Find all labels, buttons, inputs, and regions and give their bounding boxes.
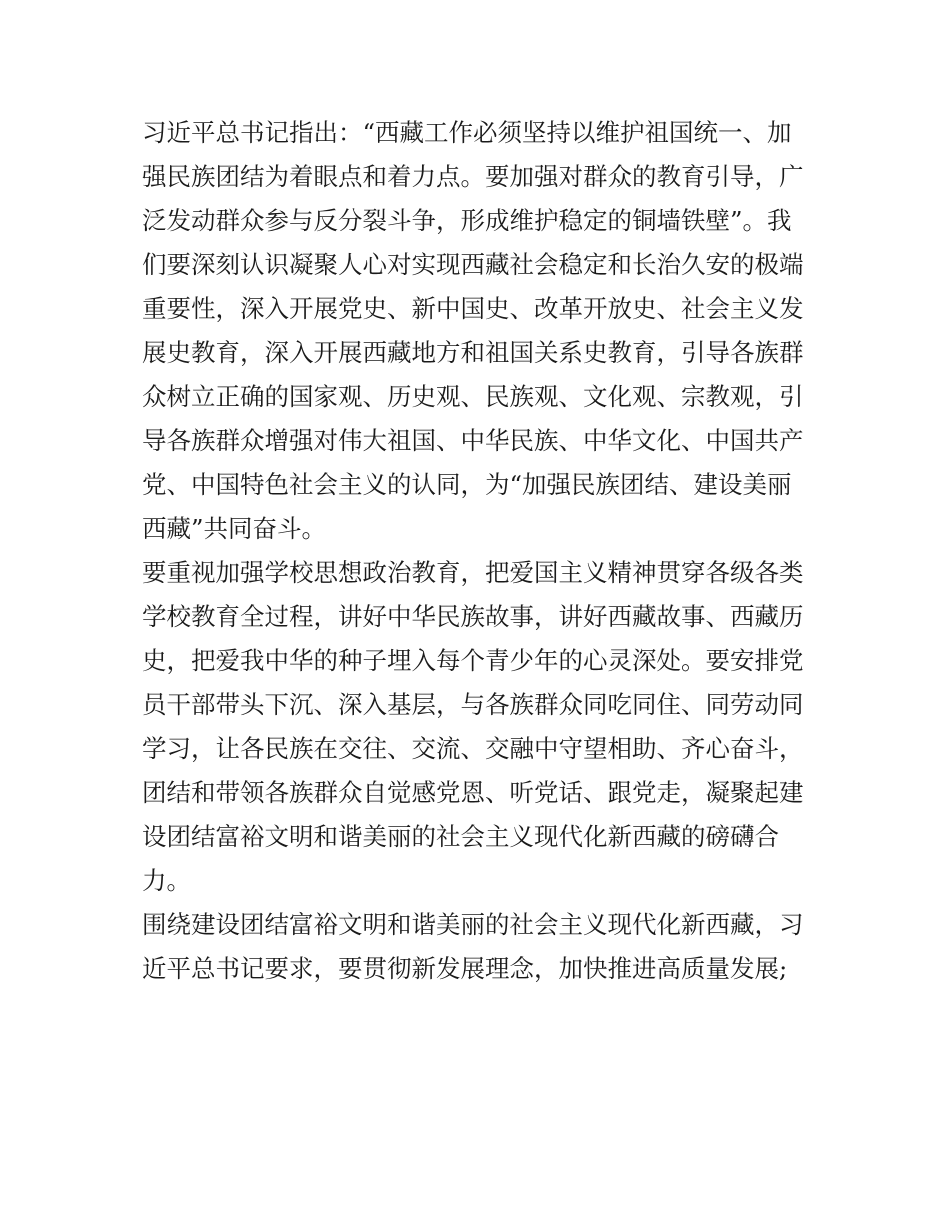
paragraph-3 bbox=[142, 903, 822, 991]
document-body bbox=[142, 111, 822, 991]
text-line: 重要性，深入开展党史、新中国史、改革开放史、社会主义发 bbox=[142, 294, 804, 323]
text-line: 学校教育全过程，讲好中华民族故事，讲好西藏故事、西藏历 bbox=[142, 602, 804, 631]
text-line: 力。 bbox=[142, 866, 191, 895]
paragraph-1 bbox=[142, 111, 822, 551]
text-line: 学习，让各民族在交往、交流、交融中守望相助、齐心奋斗， bbox=[142, 734, 804, 763]
paragraph-2 bbox=[142, 551, 822, 903]
text-line: 强民族团结为着眼点和着力点。要加强对群众的教育引导，广 bbox=[142, 162, 804, 191]
text-line: 近平总书记要求，要贯彻新发展理念，加快推进高质量发展; bbox=[142, 954, 788, 983]
text-line: 泛发动群众参与反分裂斗争，形成维护稳定的铜墙铁壁”。我 bbox=[142, 206, 792, 235]
text-line: 导各族群众增强对伟大祖国、中华民族、中华文化、中国共产 bbox=[142, 426, 804, 455]
text-line: 展史教育，深入开展西藏地方和祖国关系史教育，引导各族群 bbox=[142, 338, 804, 367]
text-line: 要重视加强学校思想政治教育，把爱国主义精神贯穿各级各类 bbox=[142, 558, 804, 587]
text-line: 史，把爱我中华的种子埋入每个青少年的心灵深处。要安排党 bbox=[142, 646, 804, 675]
text-line: 团结和带领各族群众自觉感党恩、听党话、跟党走，凝聚起建 bbox=[142, 778, 804, 807]
text-line: 众树立正确的国家观、历史观、民族观、文化观、宗教观，引 bbox=[142, 382, 804, 411]
text-line: 习近平总书记指出：“西藏工作必须坚持以维护祖国统一、加 bbox=[142, 118, 792, 147]
text-line: 围绕建设团结富裕文明和谐美丽的社会主义现代化新西藏，习 bbox=[142, 910, 804, 939]
text-line: 们要深刻认识凝聚人心对实现西藏社会稳定和长治久安的极端 bbox=[142, 250, 804, 279]
text-line: 西藏”共同奋斗。 bbox=[142, 514, 327, 543]
text-line: 员干部带头下沉、深入基层，与各族群众同吃同住、同劳动同 bbox=[142, 690, 804, 719]
text-line: 设团结富裕文明和谐美丽的社会主义现代化新西藏的磅礴合 bbox=[142, 822, 779, 851]
text-line: 党、中国特色社会主义的认同，为“加强民族团结、建设美丽 bbox=[142, 470, 792, 499]
